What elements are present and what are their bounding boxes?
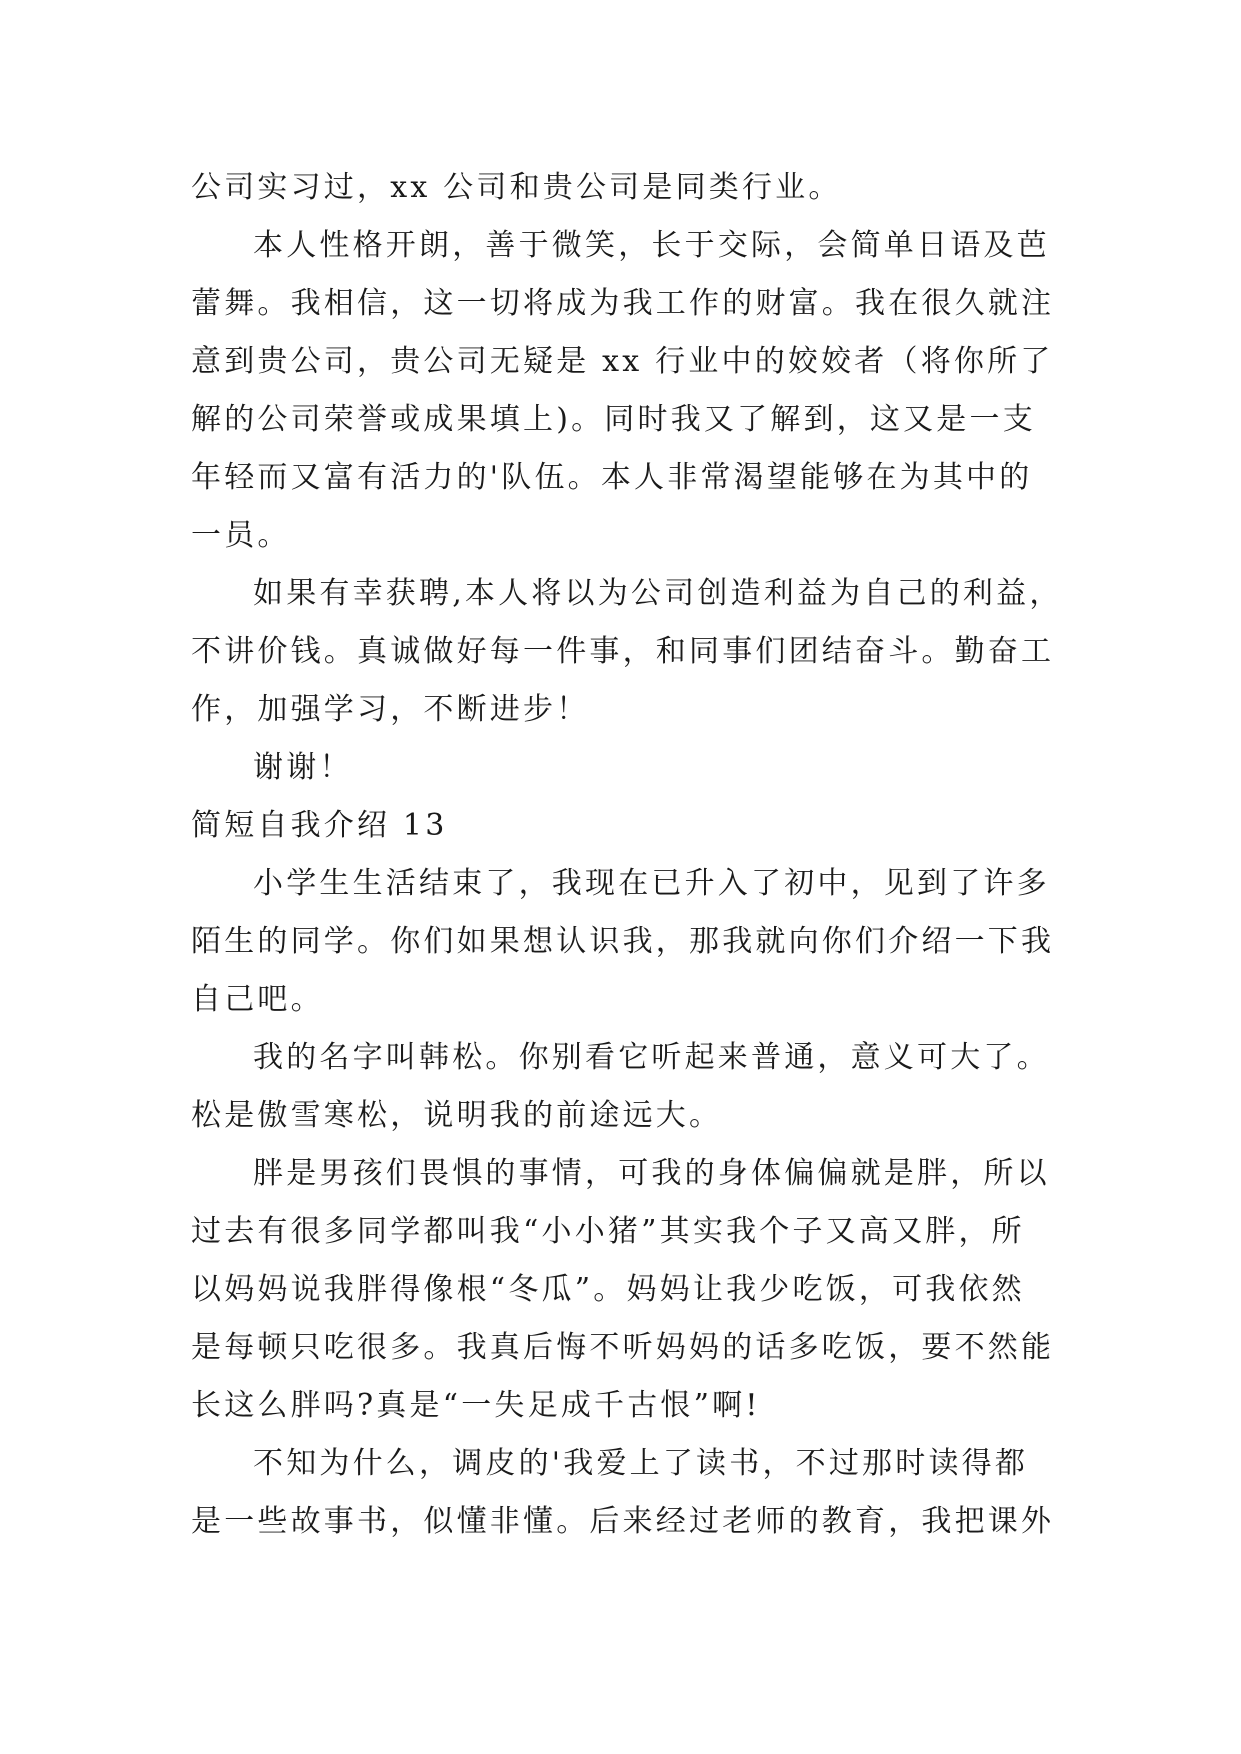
text-line: 我的名字叫韩松。你别看它听起来普通，意义可大了。 xyxy=(253,1040,1050,1075)
text-line: 公司实习过，xx 公司和贵公司是同类行业。 xyxy=(191,170,842,205)
text-line: 谢谢！ xyxy=(253,750,353,785)
text-line: 意到贵公司，贵公司无疑是 xx 行业中的姣姣者（将你所了 xyxy=(191,344,1054,379)
text-line: 长这么胖吗?真是“一失足成千古恨”啊! xyxy=(191,1388,761,1423)
text-line: 解的公司荣誉或成果填上)。同时我又了解到，这又是一支 xyxy=(191,402,1036,437)
text-line: 如果有幸获聘,本人将以为公司创造利益为自己的利益， xyxy=(253,576,1063,611)
text-line: 是一些故事书，似懂非懂。后来经过老师的教育，我把课外 xyxy=(191,1504,1055,1539)
text-line: 作，加强学习，不断进步！ xyxy=(191,692,590,727)
text-line: 以妈妈说我胖得像根“冬瓜”。妈妈让我少吃饭，可我依然 xyxy=(191,1272,1025,1307)
text-line: 一员。 xyxy=(191,518,291,553)
text-line: 蕾舞。我相信，这一切将成为我工作的财富。我在很久就注 xyxy=(191,286,1055,321)
text-line: 不讲价钱。真诚做好每一件事，和同事们团结奋斗。勤奋工 xyxy=(191,634,1055,669)
text-line: 小学生生活结束了，我现在已升入了初中，见到了许多 xyxy=(253,866,1050,901)
text-line: 自己吧。 xyxy=(191,982,324,1017)
text-line: 胖是男孩们畏惧的事情，可我的身体偏偏就是胖，所以 xyxy=(253,1156,1050,1191)
text-line: 是每顿只吃很多。我真后悔不听妈妈的话多吃饭，要不然能 xyxy=(191,1330,1055,1365)
text-line: 陌生的同学。你们如果想认识我，那我就向你们介绍一下我 xyxy=(191,924,1055,959)
section-heading: 简短自我介绍 13 xyxy=(191,808,448,843)
text-line: 松是傲雪寒松，说明我的前途远大。 xyxy=(191,1098,723,1133)
text-line: 年轻而又富有活力的'队伍。本人非常渴望能够在为其中的 xyxy=(191,460,1033,495)
text-line: 不知为什么，调皮的'我爱上了读书，不过那时读得都 xyxy=(253,1446,1029,1481)
text-line: 本人性格开朗，善于微笑，长于交际，会简单日语及芭 xyxy=(253,228,1050,263)
text-line: 过去有很多同学都叫我“小小猪”其实我个子又高又胖，所 xyxy=(191,1214,1025,1249)
